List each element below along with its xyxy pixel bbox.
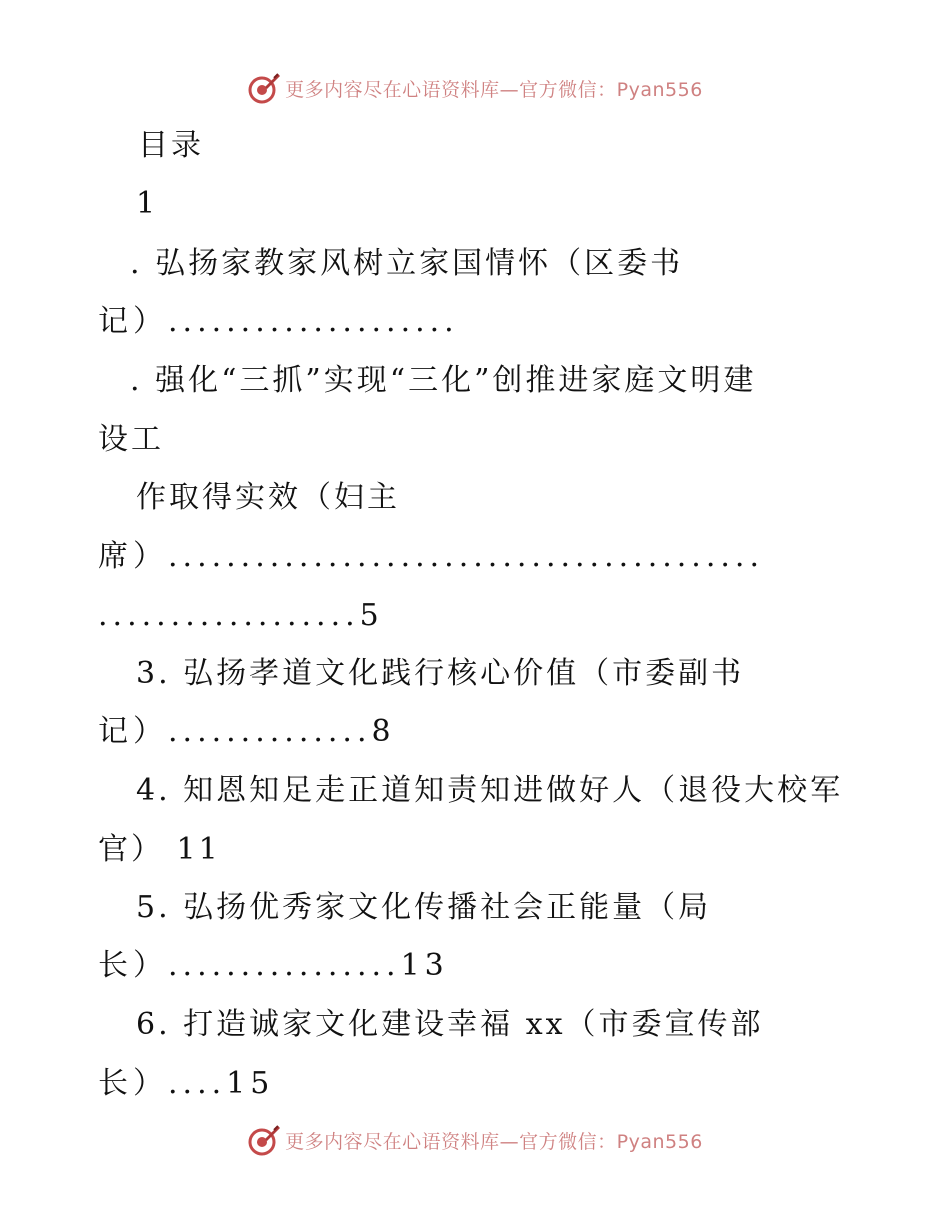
footer-watermark	[0, 1120, 950, 1160]
header-watermark	[0, 68, 950, 108]
toc-line: 1	[136, 186, 159, 221]
watermark-text: 更多内容尽在心语资料库—官方微信：Pyan556	[285, 1130, 703, 1153]
toc-line: 长）....15	[98, 1066, 275, 1101]
toc-line: . 弘扬家教家风树立家国情怀（区委书	[130, 246, 684, 281]
watermark-text: 更多内容尽在心语资料库—官方微信：Pyan556	[285, 78, 703, 101]
toc-line: 记）....................	[98, 304, 459, 339]
toc-line: 长）................13	[98, 948, 449, 983]
toc-line: 4. 知恩知足走正道知责知进做好人（退役大校军	[136, 773, 844, 808]
toc-line: 3. 弘扬孝道文化践行核心价值（市委副书	[136, 656, 745, 691]
toc-line: ..................5	[98, 598, 384, 633]
pen-logo-icon	[247, 1123, 281, 1157]
toc-line: 作取得实效（妇主	[136, 480, 400, 515]
toc-line: 记）..............8	[98, 714, 396, 749]
toc-line: 官） 11	[98, 832, 221, 867]
toc-line: 6. 打造诚家文化建设幸福 xx（市委宣传部	[136, 1007, 764, 1042]
toc-line: . 强化“三抓”实现“三化”创推进家庭文明建	[130, 363, 757, 398]
toc-heading: 目录	[138, 128, 204, 163]
pen-logo-icon	[247, 71, 281, 105]
toc-line: 设工	[98, 422, 164, 457]
toc-line: 5. 弘扬优秀家文化传播社会正能量（局	[136, 890, 712, 925]
toc-line: 席）.........................................	[98, 539, 764, 574]
